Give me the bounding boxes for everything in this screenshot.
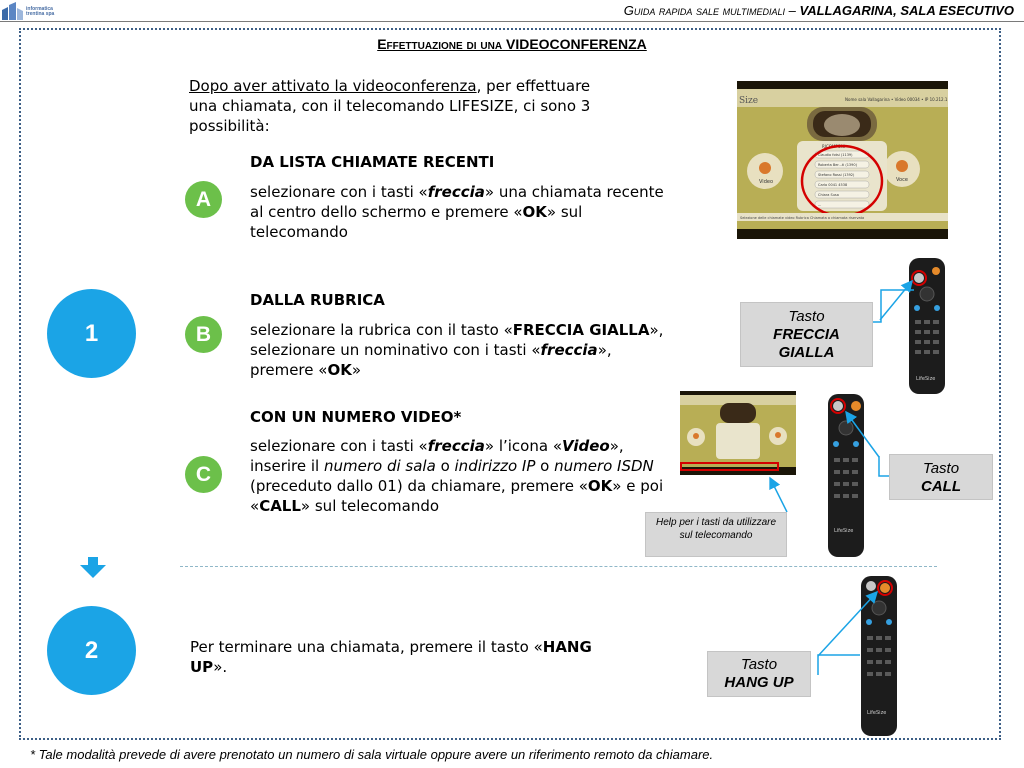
option-b-heading: DALLA RUBRICA	[250, 291, 385, 309]
screen-top-info: Nome sala Vallagarina • Video 00034 • IP 10.212.1	[845, 97, 948, 102]
option-c-badge: C	[185, 456, 222, 493]
recent-call-row-label: Carlo 0041 4538	[818, 183, 848, 188]
help-label-box: Help per i tasti da utilizzare sul telecomando	[645, 512, 787, 557]
logo-text-line2: trentina spa	[26, 11, 55, 17]
option-c-text: selezionare con i tasti «freccia» l’icona «Video», inserire il numero di sala o indirizzo IP o numero ISDN (preceduto dallo 01) da chiamare, premere «OK» e poi «CALL» sul telecomando	[250, 437, 664, 515]
end-call-text: Per terminare una chiamata, premere il tasto «HANG UP».	[190, 638, 592, 676]
call-label-line2: CALL	[921, 478, 961, 495]
option-a-heading: DA LISTA CHIAMATE RECENTI	[250, 153, 495, 171]
recent-call-row-label: Claudio fotsi (1139)	[818, 153, 853, 158]
recent-call-row-label: Roberta Ber...ti (1390)	[818, 163, 857, 168]
recent-call-row-label: Stefano Rossi (1392)	[818, 173, 855, 178]
header-title-prefix: Guida rapida sale multimediali –	[623, 3, 800, 18]
screen-recent-title: RICOMPONI	[822, 144, 846, 149]
step-1-badge: 1	[47, 289, 136, 378]
freccia-label-box	[740, 302, 873, 367]
remote-3-brand: LifeSize	[867, 710, 887, 716]
option-b-badge: B	[185, 316, 222, 353]
option-a-badge: A	[185, 181, 222, 218]
recent-call-row-label: Chiara Susa	[818, 193, 839, 198]
call-callout-line	[879, 456, 889, 476]
remote-2-brand: LifeSize	[834, 528, 854, 534]
page-title-emph: VIDEOCONFERENZA	[505, 36, 647, 52]
footer-note: * Tale modalità prevede di avere prenotato un numero di sala virtuale oppure avere un riferimento remoto da chiamare.	[30, 747, 714, 762]
option-c-heading: CON UN NUMERO VIDEO*	[250, 408, 462, 426]
page-title-prefix: Effettuazione di una	[377, 36, 506, 52]
intro-link: Dopo aver attivato la videoconferenza	[189, 77, 477, 95]
step-2-badge: 2	[47, 606, 136, 695]
option-b-text: selezionare la rubrica con il tasto «FRECCIA GIALLA», selezionare un nominativo con i tasti «freccia», premere «OK»	[250, 321, 664, 379]
call-label-line1: Tasto	[922, 460, 960, 477]
freccia-callout-arrow	[873, 290, 914, 322]
remote-1-brand: LifeSize	[916, 376, 936, 382]
option-a-text: selezionare con i tasti «freccia» una chiamata recente al centro dello schermo e premere «OK» sul telecomando	[250, 183, 664, 241]
header-title-emph: VALLAGARINA, SALA ESECUTIVO	[799, 3, 1014, 18]
hangup-callout-arrow	[818, 592, 877, 656]
hangup-label-line1: Tasto	[740, 656, 778, 673]
screen-voice-label: Voce	[896, 177, 908, 183]
help-callout-arrow	[770, 478, 787, 512]
screen-video-label: Video	[759, 179, 774, 185]
screen-brand-text: Size	[739, 96, 759, 106]
logo-text-line1: informatica	[26, 6, 53, 12]
freccia-label-line1: Tasto	[788, 308, 825, 325]
hangup-label-box	[707, 651, 811, 697]
intro-rest: , per effettuare una chiamata, con il telecomando LIFESIZE, ci sono 3 possibilità:	[189, 77, 591, 135]
screen-bottom-bar: Selezione delle chiamate video Rubrica Chiamata a chiamata riservata	[740, 216, 865, 220]
call-label-box	[889, 454, 993, 500]
hangup-label-line2: HANG UP	[724, 674, 794, 691]
freccia-label-line3: GIALLA	[778, 344, 835, 361]
recent-call-row-label: ...	[818, 203, 822, 208]
freccia-label-line2: FRECCIA	[773, 326, 840, 343]
